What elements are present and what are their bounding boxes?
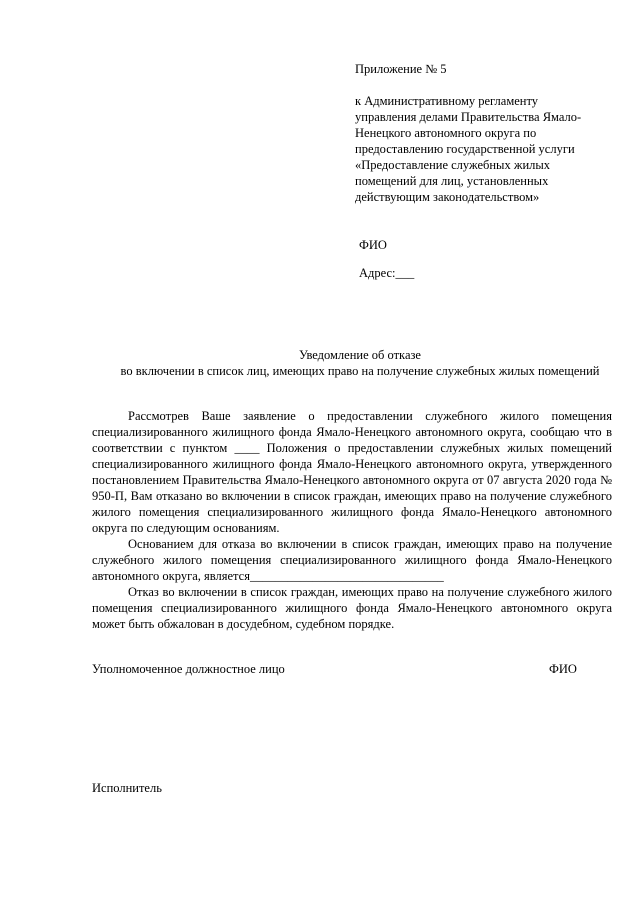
notice-subtitle: во включении в список лиц, имеющих право на получение служебных жилых помещений: [120, 364, 600, 378]
appendix-line: действующим законодательством»: [355, 190, 540, 204]
appendix-reference: [355, 93, 615, 205]
executor-label: Исполнитель: [92, 781, 162, 795]
signature-fio: ФИО: [549, 662, 577, 676]
appendix-line: управления делами Правительства Ямало-: [355, 110, 582, 124]
signature-label: Уполномоченное должностное лицо: [92, 662, 285, 676]
notice-title: Уведомление об отказе: [299, 348, 421, 362]
notice-paragraph: Основанием для отказа во включении в список граждан, имеющих право на получение служебного жилого помещения специализированного жилищного фонда Ямало-Ненецкого автономного округа, является_______________________________: [92, 537, 612, 583]
notice-body: [92, 408, 612, 632]
appendix-line: «Предоставление служебных жилых: [355, 158, 551, 172]
appendix-line: Ненецкого автономного округа по: [355, 126, 537, 140]
recipient-fio: ФИО: [359, 238, 387, 252]
appendix-title: Приложение № 5: [355, 62, 447, 76]
notice-paragraph: Рассмотрев Ваше заявление о предоставлении служебного жилого помещения специализированного жилищного фонда Ямало-Ненецкого автономного округа, сообщаю что в соответствии с пунктом ____ Положения о предоставлении служебных жилых помещений специализированного жилищного фонда Ямало-Ненецкого автономного округа, утвержденного постановлением Правительства Ямало-Ненецкого автономного округа от 07 августа 2020 года № 950-П, Вам отказано во включении в список граждан, имеющих право на получение служебного жилого помещения специализированного жилищного фонда Ямало-Ненецкого автономного округа по следующим основаниям.: [92, 409, 612, 535]
appendix-line: помещений для лиц, установленных: [355, 174, 549, 188]
notice-paragraph: Отказ во включении в список граждан, имеющих право на получение служебного жилого помещения специализированного жилищного фонда Ямало-Ненецкого автономного округа может быть обжалован в досудебном, судебном порядке.: [92, 585, 612, 631]
appendix-line: предоставлению государственной услуги: [355, 142, 575, 156]
recipient-address: Адрес:___: [359, 266, 415, 280]
appendix-line: к Административному регламенту: [355, 94, 539, 108]
